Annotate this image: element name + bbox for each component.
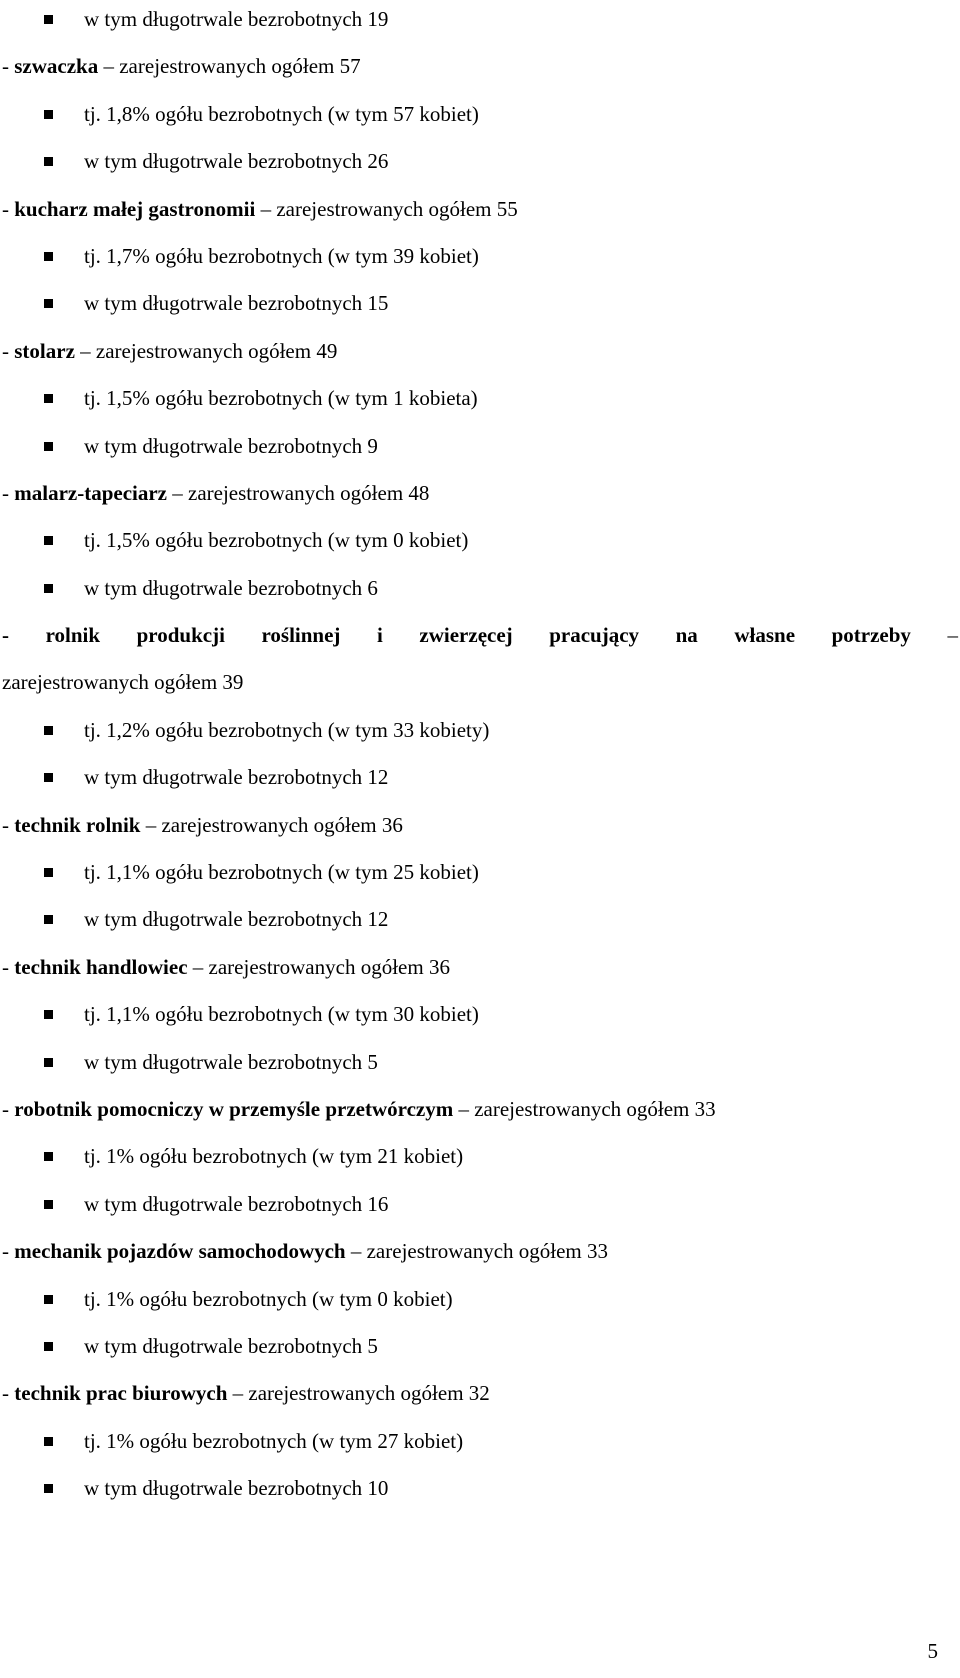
occupation-name: szwaczka <box>14 54 99 79</box>
heading-word: pracujący <box>549 623 640 648</box>
occupation-heading: - technik prac biurowych – zarejestrowanych ogółem 32 <box>2 1381 490 1406</box>
square-bullet-icon <box>44 1200 53 1209</box>
bullet-item <box>0 707 960 754</box>
page-number: 5 <box>927 1639 938 1663</box>
square-bullet-icon <box>44 1152 53 1161</box>
bullet-text: tj. 1,7% ogółu bezrobotnych (w tym 39 kobiet) <box>84 243 479 268</box>
bullet-text: w tym długotrwale bezrobotnych 15 <box>84 291 389 316</box>
bullet-item <box>0 375 960 422</box>
square-bullet-icon <box>44 442 53 451</box>
heading-word: rolnik <box>45 623 101 648</box>
bullet-text: tj. 1,1% ogółu bezrobotnych (w tym 30 kobiet) <box>84 1002 479 1027</box>
square-bullet-icon <box>44 868 53 877</box>
occupation-name: technik rolnik <box>14 812 141 837</box>
square-bullet-icon <box>44 1010 53 1019</box>
bullet-item <box>0 280 960 327</box>
bullet-text: w tym długotrwale bezrobotnych 6 <box>84 575 378 600</box>
occupation-name: robotnik pomocniczy w przemyśle przetwórczym <box>14 1096 454 1121</box>
bullet-item <box>0 0 960 43</box>
bullet-item <box>0 91 960 138</box>
square-bullet-icon <box>44 726 53 735</box>
bullet-text: w tym długotrwale bezrobotnych 12 <box>84 907 389 932</box>
square-bullet-icon <box>44 394 53 403</box>
square-bullet-icon <box>44 915 53 924</box>
bullet-item <box>0 1133 960 1180</box>
bullet-text: tj. 1% ogółu bezrobotnych (w tym 0 kobiet) <box>84 1286 453 1311</box>
registered-count: zarejestrowanych ogółem 49 <box>95 338 338 363</box>
bullet-text: w tym długotrwale bezrobotnych 10 <box>84 1476 389 1501</box>
occupation-heading: - mechanik pojazdów samochodowych – zarejestrowanych ogółem 33 <box>2 1239 609 1264</box>
occupation-heading: - stolarz – zarejestrowanych ogółem 49 <box>2 338 338 363</box>
occupation-heading: - technik rolnik – zarejestrowanych ogółem 36 <box>2 812 403 837</box>
occupation-name: technik handlowiec <box>14 954 188 979</box>
registered-count: zarejestrowanych ogółem 55 <box>276 196 518 221</box>
bullet-text: tj. 1,8% ogółu bezrobotnych (w tym 57 kobiet) <box>84 101 479 126</box>
square-bullet-icon <box>44 584 53 593</box>
bullet-item <box>0 1323 960 1370</box>
square-bullet-icon <box>44 1484 53 1493</box>
bullet-item <box>0 1418 960 1465</box>
registered-count: zarejestrowanych ogółem 33 <box>474 1096 716 1121</box>
registered-count: zarejestrowanych ogółem 39 <box>2 670 244 695</box>
bullet-item <box>0 565 960 612</box>
bullet-item <box>0 754 960 801</box>
bullet-text: w tym długotrwale bezrobotnych 9 <box>84 433 378 458</box>
square-bullet-icon <box>44 1295 53 1304</box>
occupation-name: stolarz <box>14 338 75 363</box>
registered-count: zarejestrowanych ogółem 32 <box>248 1381 490 1406</box>
registered-count: zarejestrowanych ogółem 48 <box>188 480 430 505</box>
bullet-text: w tym długotrwale bezrobotnych 16 <box>84 1191 389 1216</box>
square-bullet-icon <box>44 536 53 545</box>
bullet-text: w tym długotrwale bezrobotnych 19 <box>84 7 389 31</box>
bullet-item <box>0 138 960 185</box>
square-bullet-icon <box>44 110 53 119</box>
occupation-heading: - robotnik pomocniczy w przemyśle przetwórczym – zarejestrowanych ogółem 33 <box>2 1096 716 1121</box>
heading-word: - <box>2 623 9 648</box>
occupation-name: malarz-tapeciarz <box>14 480 168 505</box>
heading-word: na <box>675 623 698 648</box>
heading-word: roślinnej <box>261 623 341 648</box>
bullet-item <box>0 233 960 280</box>
occupation-heading: - malarz-tapeciarz – zarejestrowanych ogółem 48 <box>2 480 430 505</box>
bullet-text: w tym długotrwale bezrobotnych 5 <box>84 1049 378 1074</box>
occupation-name: technik prac biurowych <box>14 1381 228 1406</box>
heading-word: produkcji <box>136 623 225 648</box>
bullet-item <box>0 896 960 943</box>
square-bullet-icon <box>44 299 53 308</box>
occupation-heading: - technik handlowiec – zarejestrowanych ogółem 36 <box>2 954 450 979</box>
bullet-item <box>0 423 960 470</box>
bullet-text: tj. 1,5% ogółu bezrobotnych (w tym 1 kobieta) <box>84 386 478 411</box>
square-bullet-icon <box>44 1342 53 1351</box>
registered-count: zarejestrowanych ogółem 36 <box>161 812 403 837</box>
bullet-item <box>0 517 960 564</box>
bullet-text: tj. 1% ogółu bezrobotnych (w tym 27 kobiet) <box>84 1428 464 1453</box>
bullet-text: w tym długotrwale bezrobotnych 12 <box>84 765 389 790</box>
bullet-text: tj. 1,5% ogółu bezrobotnych (w tym 0 kobiet) <box>84 528 469 553</box>
bullet-item <box>0 1181 960 1228</box>
square-bullet-icon <box>44 1058 53 1067</box>
registered-count: zarejestrowanych ogółem 36 <box>208 954 450 979</box>
bullet-text: w tym długotrwale bezrobotnych 5 <box>84 1333 378 1358</box>
heading-word: własne <box>734 623 796 648</box>
square-bullet-icon <box>44 15 53 24</box>
bullet-text: tj. 1% ogółu bezrobotnych (w tym 21 kobiet) <box>84 1144 464 1169</box>
bullet-text: tj. 1,1% ogółu bezrobotnych (w tym 25 kobiet) <box>84 860 479 885</box>
registered-count-line <box>0 659 960 706</box>
square-bullet-icon <box>44 1437 53 1446</box>
bullet-item <box>0 1039 960 1086</box>
heading-word: – <box>947 623 958 648</box>
square-bullet-icon <box>44 157 53 166</box>
occupation-heading: - kucharz małej gastronomii – zarejestrowanych ogółem 55 <box>2 196 518 221</box>
heading-word: zwierzęcej <box>419 623 513 648</box>
bullet-item <box>0 1276 960 1323</box>
bullet-item <box>0 849 960 896</box>
occupation-heading-justified <box>0 612 958 659</box>
occupation-heading: - szwaczka – zarejestrowanych ogółem 57 <box>2 54 361 79</box>
bullet-item <box>0 1465 960 1512</box>
heading-word: potrzeby <box>831 623 911 648</box>
square-bullet-icon <box>44 252 53 261</box>
bullet-item <box>0 991 960 1038</box>
registered-count: zarejestrowanych ogółem 33 <box>366 1239 609 1264</box>
square-bullet-icon <box>44 773 53 782</box>
heading-word: i <box>377 623 383 648</box>
occupation-name: mechanik pojazdów samochodowych <box>14 1239 346 1264</box>
occupation-name: kucharz małej gastronomii <box>14 196 256 221</box>
bullet-text: w tym długotrwale bezrobotnych 26 <box>84 149 389 174</box>
bullet-text: tj. 1,2% ogółu bezrobotnych (w tym 33 kobiety) <box>84 717 490 742</box>
registered-count: zarejestrowanych ogółem 57 <box>119 54 361 79</box>
